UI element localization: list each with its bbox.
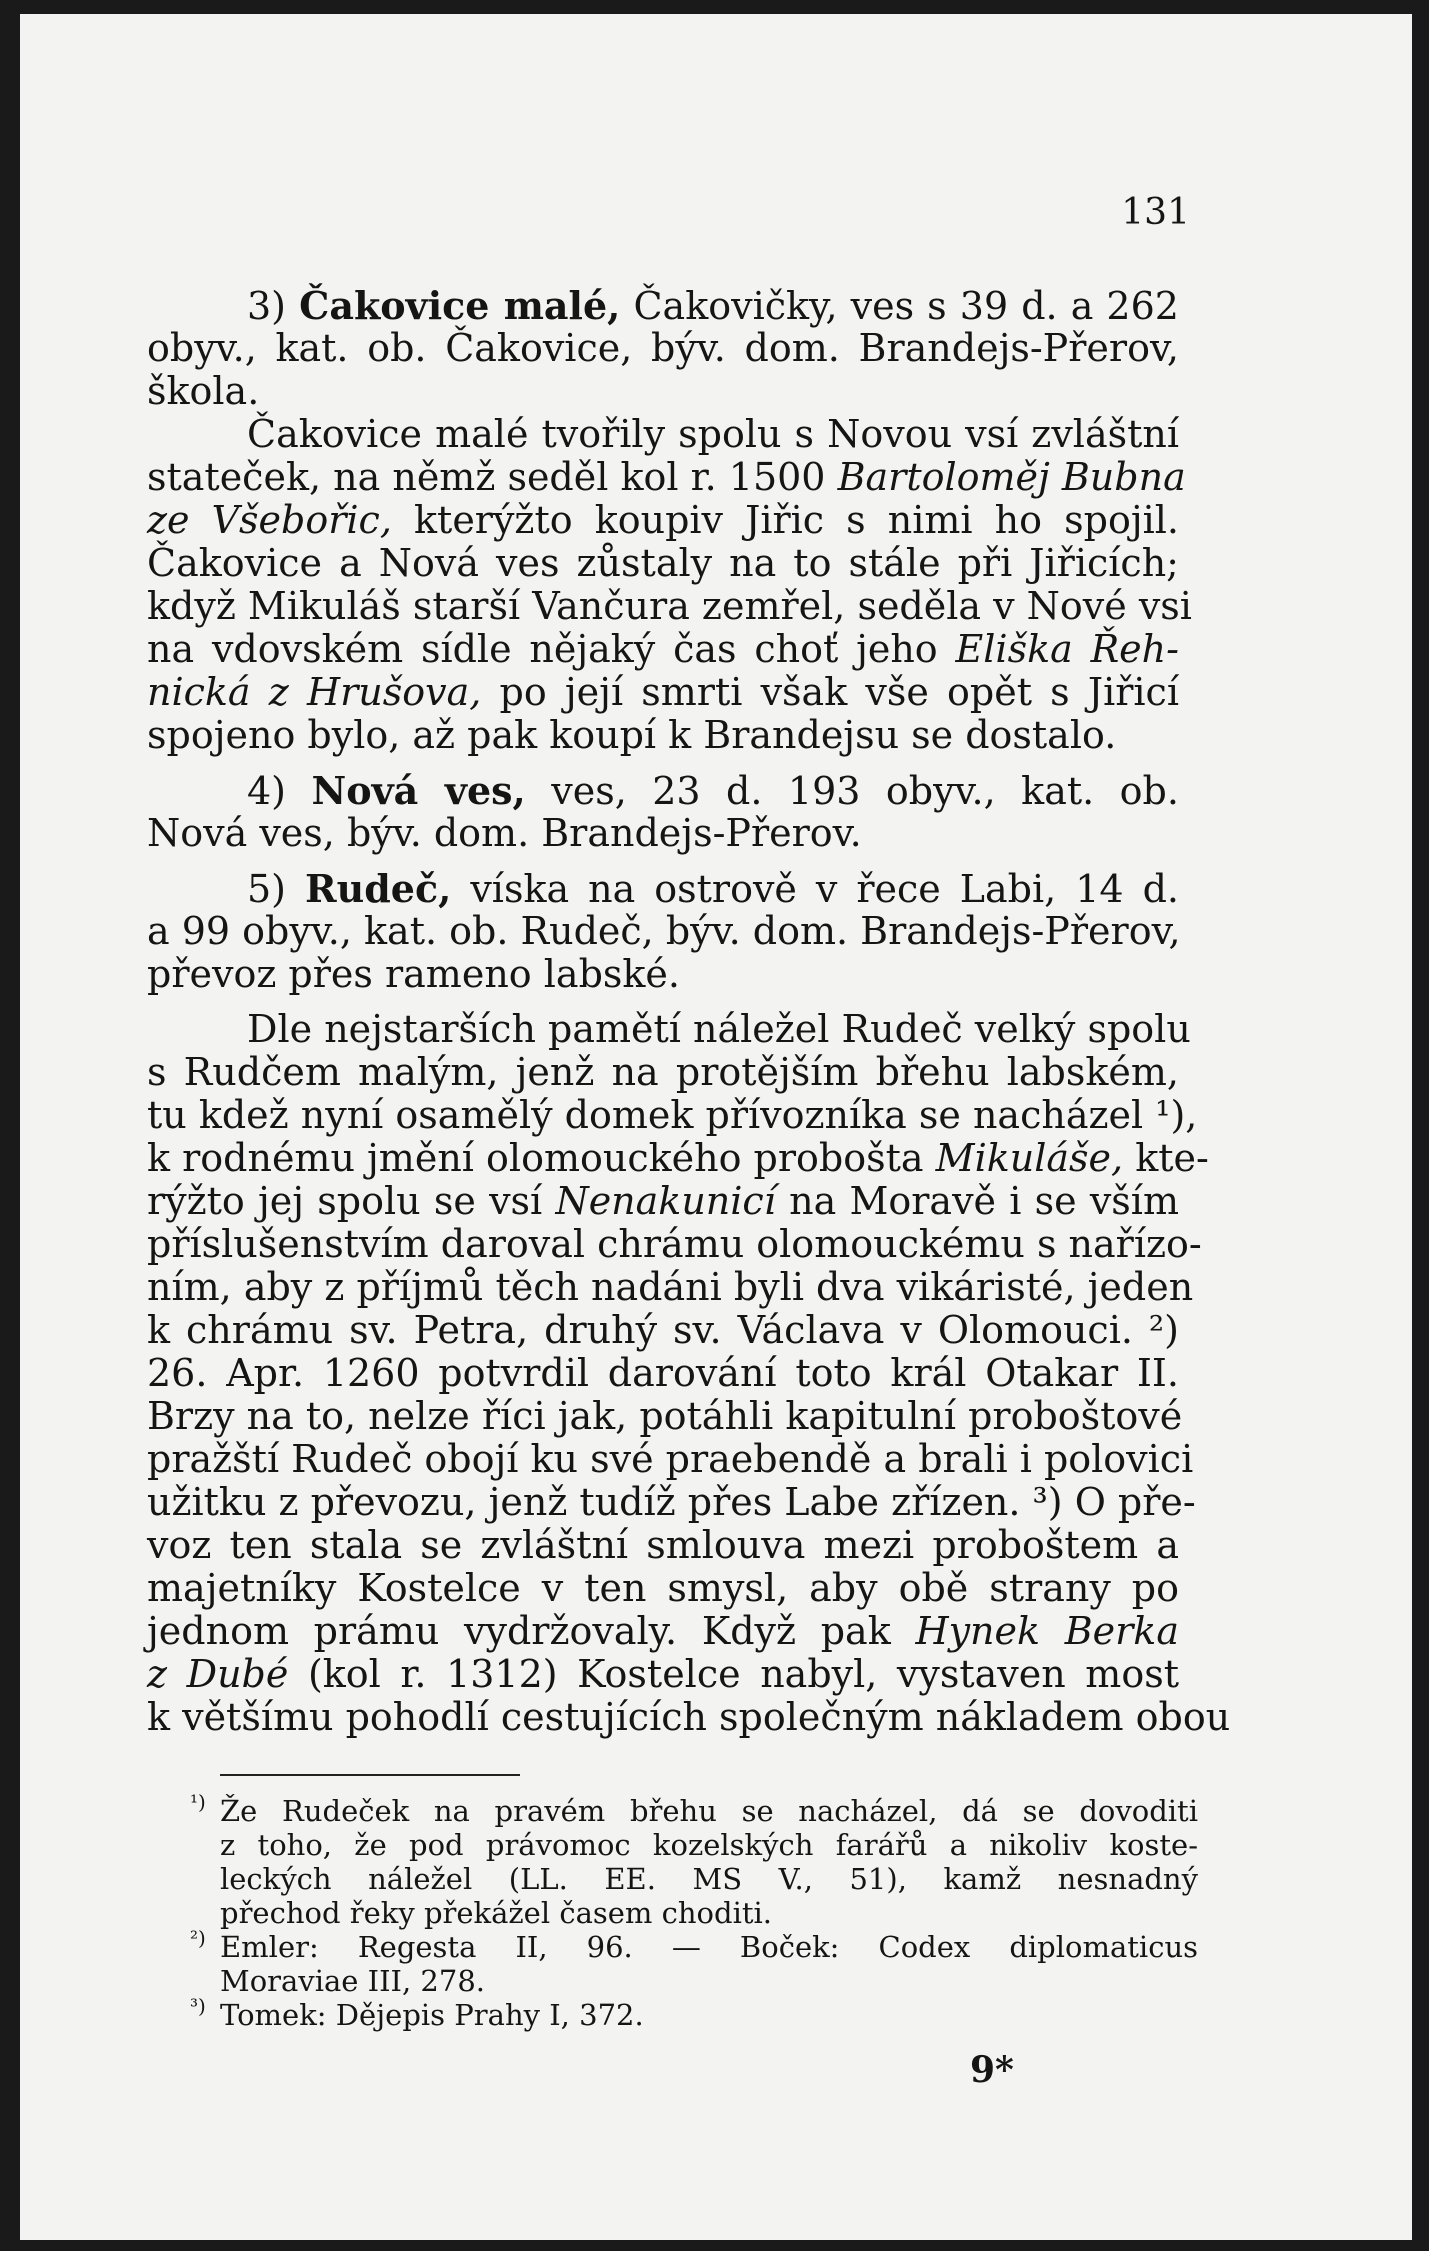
text-line: s Rudčem malým, jenž na protějším břehu labském,: [147, 1050, 1179, 1094]
text-line: 3) Čakovice malé, Čakovičky, ves s 39 d. a 262: [247, 283, 1179, 328]
footnote: [190, 1790, 1198, 1930]
footnote-line: přechod řeky překážel časem choditi.: [220, 1896, 772, 1930]
footnote-line: Emler: Regesta II, 96. — Boček: Codex diplomaticus: [220, 1930, 1198, 1964]
signature-mark: 9*: [970, 2049, 1014, 2091]
text-line: užitku z převozu, jenž tudíž přes Labe zřízen. ³) O pře-: [147, 1480, 1196, 1524]
text-line: majetníky Kostelce v ten smysl, aby obě strany po: [147, 1566, 1179, 1610]
footnote-line: z toho, že pod právomoc kozelských farářů a nikoliv koste-: [220, 1828, 1198, 1862]
page-number: 131: [1121, 192, 1190, 233]
text-line: 4) Nová ves, ves, 23 d. 193 obyv., kat. ob.: [247, 768, 1179, 813]
footnote-mark: ³): [190, 1994, 206, 2018]
text-line: škola.: [147, 369, 260, 413]
text-line: na vdovském sídle nějaký čas choť jeho Eliška Řeh-: [147, 627, 1179, 671]
footnote: [190, 1994, 1198, 2032]
text-line: z Dubé (kol r. 1312) Kostelce nabyl, vystaven most: [147, 1652, 1179, 1696]
text-line: pražští Rudeč obojí ku své praebendě a brali i polovici: [147, 1437, 1194, 1481]
footnote-divider: [220, 1774, 520, 1776]
text-line: Čakovice malé tvořily spolu s Novou vsí zvláštní: [247, 412, 1179, 456]
text-line: Brzy na to, nelze říci jak, potáhli kapitulní proboštové: [147, 1394, 1183, 1438]
text-line: Dle nejstarších pamětí náležel Rudeč velký spolu: [247, 1007, 1191, 1051]
text-line: když Mikuláš starší Vančura zemřel, seděla v Nové vsi: [147, 584, 1192, 628]
footnote-mark: ¹): [190, 1790, 206, 1814]
text-line: stateček, na němž seděl kol r. 1500 Bartoloměj Bubna: [147, 455, 1186, 499]
text-line: k rodnému jmění olomouckého probošta Mikuláše, kte-: [147, 1136, 1209, 1180]
text-line: jednom prámu vydržovaly. Když pak Hynek Berka: [147, 1609, 1179, 1653]
text-line: příslušenstvím daroval chrámu olomouckému s nařízo-: [147, 1222, 1202, 1266]
text-line: 26. Apr. 1260 potvrdil darování toto král Otakar II.: [147, 1351, 1179, 1395]
text-line: Nová ves, býv. dom. Brandejs-Přerov.: [147, 811, 862, 855]
text-line: obyv., kat. ob. Čakovice, býv. dom. Brandejs-Přerov,: [147, 326, 1179, 370]
text-line: Čakovice a Nová ves zůstaly na to stále při Jiřicích;: [147, 541, 1179, 585]
text-line: tu kdež nyní osamělý domek přívozníka se nacházel ¹),: [147, 1093, 1198, 1137]
footnote-line: Tomek: Dějepis Prahy I, 372.: [220, 1998, 644, 2032]
footnote-mark: ²): [190, 1926, 206, 1950]
footnote-line: Moraviae III, 278.: [220, 1964, 486, 1998]
text-line: k chrámu sv. Petra, druhý sv. Václava v Olomouci. ²): [147, 1308, 1179, 1352]
text-line: spojeno bylo, až pak koupí k Brandejsu se dostalo.: [147, 713, 1117, 757]
footnote-line: Že Rudeček na pravém břehu se nacházel, dá se dovoditi: [220, 1794, 1198, 1828]
book-page: [20, 14, 1412, 2240]
text-line: převoz přes rameno labské.: [147, 952, 680, 996]
main-text: [147, 283, 1231, 1739]
text-line: rýžto jej spolu se vsí Nenakunicí na Moravě i se vším: [147, 1179, 1179, 1223]
footnote: [190, 1926, 1198, 1998]
text-line: k většímu pohodlí cestujících společným nákladem obou: [147, 1695, 1231, 1739]
text-line: voz ten stala se zvláštní smlouva mezi proboštem a: [147, 1523, 1179, 1567]
text-line: ním, aby z příjmů těch nadáni byli dva vikáristé, jeden: [147, 1265, 1194, 1309]
text-line: nická z Hrušova, po její smrti však vše opět s Jiřicí: [147, 670, 1179, 714]
footnote-line: leckých náležel (LL. EE. MS V., 51), kamž nesnadný: [220, 1862, 1198, 1896]
text-line: ze Všebořic, kterýžto koupiv Jiřic s nimi ho spojil.: [147, 498, 1179, 542]
footnotes: [190, 1790, 1198, 2032]
text-line: 5) Rudeč, víska na ostrově v řece Labi, 14 d.: [247, 866, 1179, 911]
text-line: a 99 obyv., kat. ob. Rudeč, býv. dom. Brandejs-Přerov,: [147, 909, 1181, 953]
